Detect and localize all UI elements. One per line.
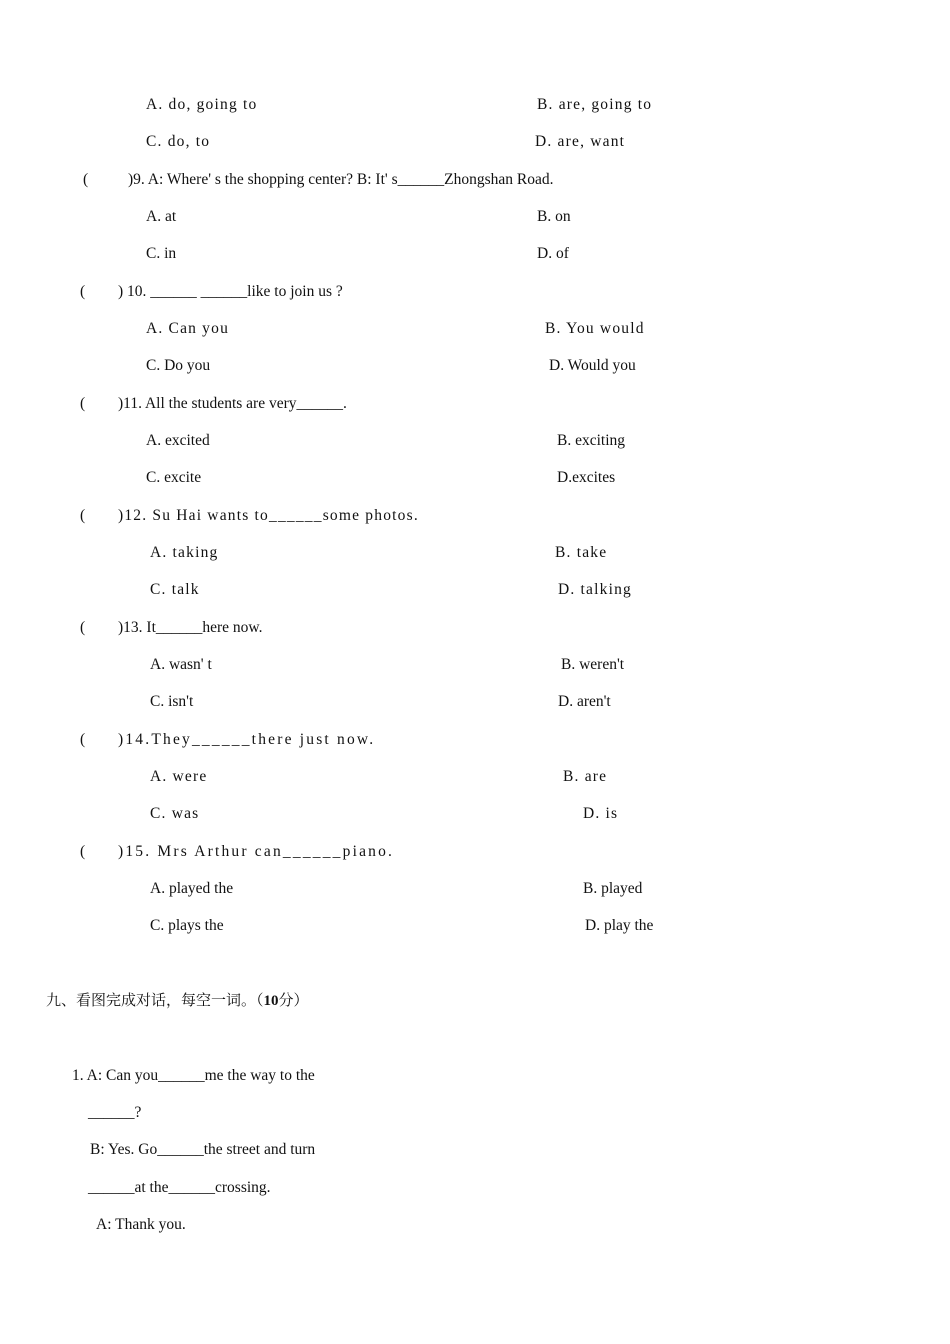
dialogue-1-line-3: B: Yes. Go______the street and turn (90, 1141, 316, 1158)
q11-stem: )11. All the students are very______. (118, 395, 347, 412)
section-9-heading-prefix: 九、看图完成对话，每空一词。（ (46, 991, 264, 1009)
q15-option-b: B. played (583, 880, 643, 897)
q8-option-c: C. do, to (146, 133, 211, 150)
dialogue-1-line-5: A: Thank you. (96, 1216, 186, 1233)
q10-option-d: D. Would you (549, 357, 636, 374)
q13-option-b: B. weren't (561, 656, 625, 673)
q8-option-d: D. are, want (535, 133, 626, 150)
q15-answer-paren: ( (80, 843, 86, 860)
q13-stem: )13. It______here now. (118, 619, 263, 636)
q9-option-c: C. in (146, 245, 177, 262)
q11-option-c: C. excite (146, 469, 202, 486)
q14-option-a: A. were (150, 768, 208, 785)
q11-answer-paren: ( (80, 395, 86, 412)
q10-stem: ) 10. ______ ______like to join us ? (118, 283, 343, 300)
q10-option-b: B. You would (545, 320, 645, 337)
q15-option-c: C. plays the (150, 917, 224, 934)
q11-option-d: D.excites (557, 469, 616, 486)
q9-option-d: D. of (537, 245, 569, 262)
dialogue-1-line-1: 1. A: Can you______me the way to the (72, 1067, 315, 1084)
q9-answer-paren: ( (83, 171, 89, 188)
q9-option-b: B. on (537, 208, 571, 225)
q10-option-c: C. Do you (146, 357, 211, 374)
q9-stem: )9. A: Where' s the shopping center? B: It' s______Zhongshan Road. (128, 171, 554, 188)
q10-answer-paren: ( (80, 283, 86, 300)
dialogue-1-line-2: ______? (88, 1104, 142, 1121)
q14-option-c: C. was (150, 805, 200, 822)
q13-answer-paren: ( (80, 619, 86, 636)
q15-stem: )15. Mrs Arthur can______piano. (118, 843, 395, 860)
q13-option-c: C. isn't (150, 693, 194, 710)
section-9-heading-suffix: 分） (278, 991, 309, 1009)
q8-option-b: B. are, going to (537, 96, 653, 113)
section-9-points: 10 (263, 993, 279, 1009)
q8-option-a: A. do, going to (146, 96, 258, 113)
dialogue-1-line-4: ______at the______crossing. (88, 1179, 271, 1196)
q12-option-b: B. take (555, 544, 608, 561)
q13-option-d: D. aren't (558, 693, 611, 710)
q12-option-d: D. talking (558, 581, 632, 598)
q10-option-a: A. Can you (146, 320, 230, 337)
q12-option-a: A. taking (150, 544, 219, 561)
q15-option-d: D. play the (585, 917, 654, 934)
q14-option-b: B. are (563, 768, 608, 785)
q14-option-d: D. is (583, 805, 619, 822)
q12-option-c: C. talk (150, 581, 200, 598)
q13-option-a: A. wasn' t (150, 656, 212, 673)
section-9-heading (46, 990, 309, 1011)
q12-answer-paren: ( (80, 507, 86, 524)
q15-option-a: A. played the (150, 880, 234, 897)
q14-answer-paren: ( (80, 731, 86, 748)
q9-option-a: A. at (146, 208, 177, 225)
q11-option-b: B. exciting (557, 432, 626, 449)
q11-option-a: A. excited (146, 432, 210, 449)
q14-stem: )14.They______there just now. (118, 731, 376, 748)
q12-stem: )12. Su Hai wants to______some photos. (118, 507, 419, 524)
